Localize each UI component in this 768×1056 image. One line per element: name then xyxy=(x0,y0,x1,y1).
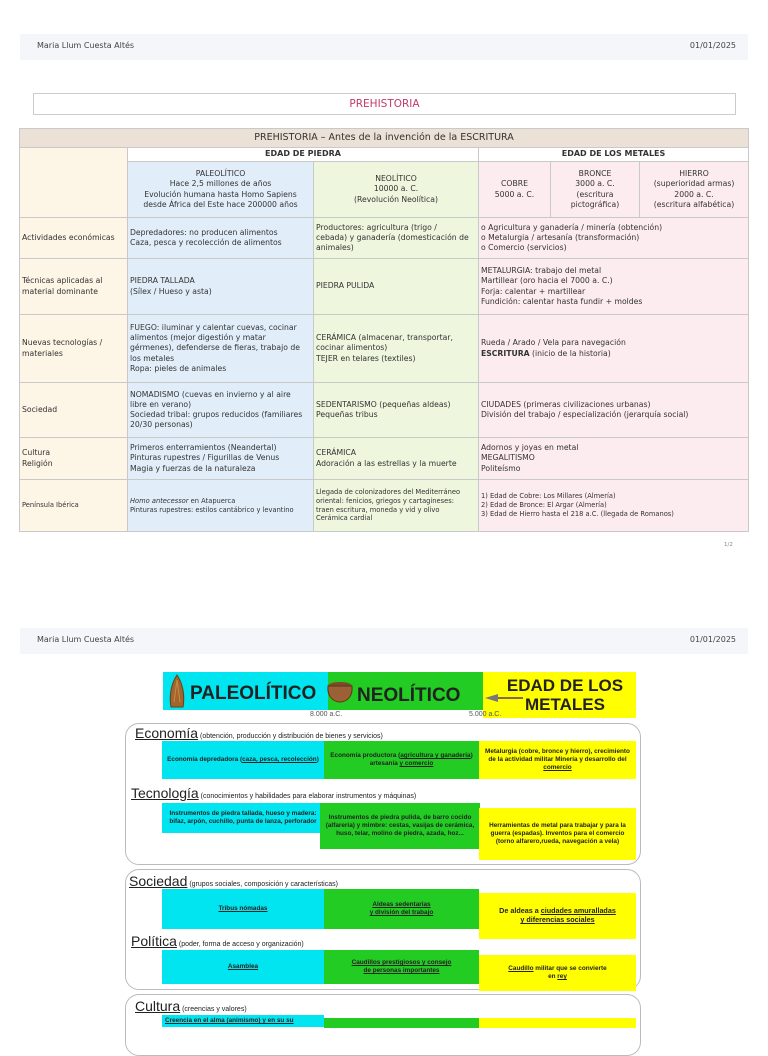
politica-heading: Política (poder, forma de acceso y organización) xyxy=(131,933,304,949)
metales-cell: 1) Edad de Cobre: Los Millares (Almería) 2) Edad de Bronce: El Argar (Almería) 3) Edad de Hierro hasta el 218 a.C. (llegada de Romanos) xyxy=(479,480,749,532)
page-number: 1/2 xyxy=(724,542,733,548)
row-label: Sociedad xyxy=(20,383,128,438)
economia-neolitico: Economía productora (agricultura y ganadería) artesanía y comercio xyxy=(324,741,479,779)
ceramic-pot-icon xyxy=(326,680,354,704)
sociedad-neolitico: Aldeas sedentarias y división del trabajo xyxy=(324,889,479,929)
neolitico-cell: SEDENTARISMO (pequeñas aldeas) Pequeñas tribus xyxy=(314,383,479,438)
row-label: Técnicas aplicadas al material dominante xyxy=(20,259,128,315)
table-title: PREHISTORIA – Antes de la invención de la ESCRITURA xyxy=(20,129,749,148)
tecnologia-paleolitico: Instrumentos de piedra tallada, hueso y madera: bifaz, arpón, cuchillo, punta de lanza, perforador xyxy=(162,803,324,833)
sociedad-heading: Sociedad (grupos sociales, composición y características) xyxy=(129,873,338,889)
table-row xyxy=(20,383,749,438)
tecnologia-heading: Tecnología (conocimientos y habilidades para elaborar instrumentos y máquinas) xyxy=(131,785,417,801)
metales-heading: EDAD DE LOS METALES xyxy=(506,676,624,714)
neolitico-cell: Productores: agricultura (trigo / cebada) y ganadería (domesticación de animales) xyxy=(314,218,479,259)
cultura-paleolitico: Creencia en el alma (animismo) y en su su xyxy=(162,1015,324,1027)
cultura-heading: Cultura (creencias y valores) xyxy=(135,998,247,1014)
sociedad-paleolitico: Tribus nómadas xyxy=(162,889,324,929)
cultura-neolitico xyxy=(324,1018,479,1028)
neolitico-cell: PIEDRA PULIDA xyxy=(314,259,479,315)
sociedad-metales: De aldeas a ciudades amuralladas y diferencias sociales xyxy=(479,893,636,939)
corner-cell xyxy=(20,148,128,218)
prehistory-table xyxy=(19,128,749,532)
tecnologia-metales: Herramientas de metal para trabajar y para la guerra (espadas). Inventos para el comercio (torno alfarero,rueda, navegación a vela) xyxy=(479,808,636,860)
metales-cell: CIUDADES (primeras civilizaciones urbanas) División del trabajo / especialización (jerarquía social) xyxy=(479,383,749,438)
page1-header xyxy=(20,34,748,60)
tecnologia-neolitico: Instrumentos de piedra pulida, de barro cocido (alfarería) y mimbre: cestas, vasijas de cerámica, huso, telar, molino de piedra, azada, hoz... xyxy=(320,803,480,849)
politica-neolitico: Caudillos prestigiosos y consejo de personas importantes xyxy=(324,950,479,984)
date: 01/01/2025 xyxy=(689,635,736,644)
bronce-header: BRONCE 3000 a. C. (escritura pictográfica) xyxy=(551,162,640,218)
neolitico-cell: CERÁMICA (almacenar, transportar, cocinar alimentos) TEJER en telares (textiles) xyxy=(314,315,479,383)
page2-header xyxy=(20,628,748,654)
economia-metales: Metalurgia (cobre, bronce y hierro), crecimiento de la actividad militar Minería y desarrollo del comercio xyxy=(479,741,636,779)
metales-cell: METALURGIA: trabajo del metal Martillear (oro hacia el 7000 a. C.) Forja: calentar + martillear Fundición: calentar hasta fundir + moldes xyxy=(479,259,749,315)
paleolitico-cell: NOMADISMO (cuevas en invierno y al aire libre en verano) Sociedad tribal: grupos reducidos (familiares 20/30 personas) xyxy=(128,383,314,438)
metales-cell: Rueda / Arado / Vela para navegación ESCRITURA (inicio de la historia) xyxy=(479,315,749,383)
table-row xyxy=(20,480,749,532)
economia-heading: Economía (obtención, producción y distribución de bienes y servicios) xyxy=(135,725,383,741)
row-label: Cultura Religión xyxy=(20,438,128,480)
date-metales: 5.000 a.C. xyxy=(469,711,502,718)
author: Maria Llum Cuesta Altés xyxy=(37,635,135,644)
paleolitico-cell: Primeros enterramientos (Neandertal) Pinturas rupestres / Figurillas de Venus Magia y fuerzas de la naturaleza xyxy=(128,438,314,480)
metales-cell: o Agricultura y ganadería / minería (obtención) o Metalurgia / artesanía (transformación) o Comercio (servicios) xyxy=(479,218,749,259)
author: Maria Llum Cuesta Altés xyxy=(37,41,135,50)
row-label: Nuevas tecnologías / materiales xyxy=(20,315,128,383)
hierro-header: HIERRO (superioridad armas) 2000 a. C. (escritura alfabética) xyxy=(640,162,749,218)
paleolitico-cell: Depredadores: no producen alimentos Caza, pesca y recolección de alimentos xyxy=(128,218,314,259)
politica-paleolitico: Asamblea xyxy=(162,950,324,984)
politica-metales: Caudillo militar que se convierte en rey xyxy=(479,955,636,991)
neolitico-header: NEOLÍTICO 10000 a. C. (Revolución Neolítica) xyxy=(314,162,479,218)
row-label: Actividades económicas xyxy=(20,218,128,259)
paleolitico-heading: PALEOLÍTICO xyxy=(190,683,317,704)
table-row xyxy=(20,218,749,259)
row-label: Península Ibérica xyxy=(20,480,128,532)
metales-cell: Adornos y joyas en metal MEGALITISMO Politeísmo xyxy=(479,438,749,480)
paleolitico-cell: FUEGO: iluminar y calentar cuevas, cocinar alimentos (mejor digestión y matar gérmenes), defenderse de fieras, trabajo de los metales Ropa: pieles de animales xyxy=(128,315,314,383)
neolitico-cell: Llegada de colonizadores del Mediterráneo oriental: fenicios, griegos y cartagineses: traen escritura, moneda y vid y olivo Cerámica cardial xyxy=(314,480,479,532)
paleolitico-cell: Homo antecessor en Atapuerca Pinturas rupestres: estilos cantábrico y levantino xyxy=(128,480,314,532)
economia-paleolitico: Economía depredadora (caza, pesca, recolección) xyxy=(162,741,324,779)
edad-piedra-header: EDAD DE PIEDRA xyxy=(128,148,479,162)
document-title: PREHISTORIA xyxy=(33,93,736,115)
neolitico-heading: NEOLÍTICO xyxy=(357,685,461,706)
cobre-header: COBRE 5000 a. C. xyxy=(479,162,551,218)
table-row xyxy=(20,259,749,315)
table-row xyxy=(20,315,749,383)
cultura-metales xyxy=(479,1018,636,1028)
stone-tool-icon xyxy=(168,674,186,710)
table-row xyxy=(20,438,749,480)
paleolitico-header: PALEOLÍTICO Hace 2,5 millones de años Evolución humana hasta Homo Sapiens desde África del Este hace 200000 años xyxy=(128,162,314,218)
neolitico-cell: CERÁMICA Adoración a las estrellas y la muerte xyxy=(314,438,479,480)
edad-metales-header: EDAD DE LOS METALES xyxy=(479,148,749,162)
paleolitico-cell: PIEDRA TALLADA (Sílex / Hueso y asta) xyxy=(128,259,314,315)
date: 01/01/2025 xyxy=(689,41,736,50)
date-neolitico: 8.000 a.C. xyxy=(310,711,343,718)
